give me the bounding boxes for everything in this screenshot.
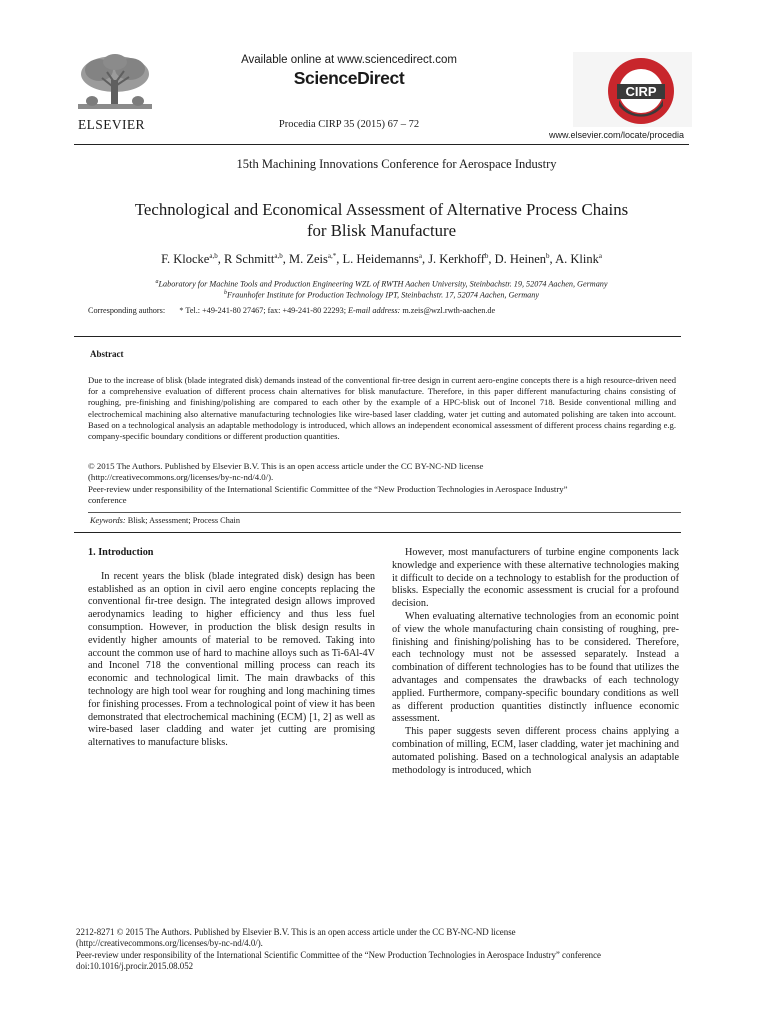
abstract-heading: Abstract — [90, 349, 124, 359]
paragraph: However, most manufacturers of turbine engine components lack knowledge and experience with these alternative technologies making it difficult to decide on a technology to establish for the production of blisks. Especially the economic assessment is crucial for a profound decision. — [392, 547, 679, 610]
section-heading: 1. Introduction — [88, 547, 154, 558]
title-line-1: Technological and Economical Assessment of Alternative Process Chains — [134, 200, 629, 219]
license-block: © 2015 The Authors. Published by Elsevier B.V. This is an open access article under the CC BY-NC-ND license (http://creativecommons.org/licenses/by-nc-nd/4.0/). Peer-review under responsibility of the International Scientific Committee of the “New Production Technologies in Aerospace Industry” conference — [88, 461, 648, 506]
publisher-name: ELSEVIER — [78, 117, 145, 132]
journal-reference: Procedia CIRP 35 (2015) 67 – 72 — [278, 119, 420, 130]
author-affiliation-mark: b — [484, 252, 489, 260]
paragraph: In recent years the blisk (blade integrated disk) design has been established as an option in civil aero engine concepts replacing the conventional fir-tree design. The integrated design allows improved aerodynamics leading to higher efficiency and thus less fuel consumption. However, in production the blisk design results in evidently higher amounts of material to be removed. Taking into account the common use of hard to machine alloys such as Ti-6Al-4V and Inconel 718 the conventional milling process can reach its economic and technological limit. The main drawbacks of this technology are high tool wear for roughing and long machining times for finishing processes. From a technological point of view it has been demonstrated that electrochemical machining (ECM) [1, 2] as well as wire-based laser cladding and water jet cutting are promising alternatives to manufacture blisks. — [88, 570, 375, 749]
body-column-right — [392, 547, 679, 777]
paragraph: When evaluating alternative technologies from an economic point of view the whole manufacturing chain consisting of roughing, pre-finishing and finishing/polishing has to be considered. Therefore, each technology must not be assessed separately. Instead a combination of different technologies has to be found that utilizes the advantages and compensates the drawbacks of each technology applied. Furthermore, company-specific boundary conditions as well as different production quantities distinctly influence economic assessment. — [392, 610, 679, 725]
author-list: F. Klocke$^{a,b}$, R Schmitt$^{a,b}$, M. Zeis$^{a,*}$, L. Heidemanns$^a$, J. Kerkhoff$^b$, D. Heinen$^b$, A. Klink$^a$ — [161, 252, 602, 267]
svg-text:CIRP: CIRP — [625, 84, 657, 99]
procedia-url-link[interactable]: www.elsevier.com/locate/procedia — [549, 130, 685, 140]
sciencedirect-brand[interactable]: ScienceDirect — [293, 68, 405, 88]
keywords-line: Keywords: Blisk; Assessment; Process Chain — [90, 516, 240, 525]
author-affiliation-mark: a,* — [327, 252, 337, 260]
author-affiliation-mark: a,b — [209, 252, 218, 260]
email-link[interactable]: m.zeis@wzl.rwth-aachen.de — [402, 306, 496, 315]
author-affiliation-mark: a,b — [274, 252, 283, 260]
author-affiliation-mark: a — [418, 252, 422, 260]
abstract-top-divider — [74, 336, 681, 337]
author-affiliation-mark: b — [546, 252, 550, 260]
affiliation-a: $^a$Laboratory for Machine Tools and Production Engineering WZL of RWTH Aachen University, Steinbachstr. 19, 52074 Aachen, Germany — [155, 279, 608, 289]
license-link[interactable]: (http://creativecommons.org/licenses/by-nc-nd/4.0/). — [88, 472, 274, 483]
abstract-bottom-divider — [74, 532, 681, 533]
author-name: L. Heidemanns — [342, 252, 419, 267]
header-divider — [74, 144, 689, 145]
paper-title — [74, 199, 689, 241]
author-name: F. Klocke — [161, 252, 210, 267]
available-online-text: Available online at www.sciencedirect.com — [241, 54, 457, 66]
keywords-divider — [88, 512, 681, 513]
abstract-text: Due to the increase of blisk (blade integrated disk) demands instead of the conventional fir-tree design in current aero-engine concepts there is a high resource-driven need for a comprehensive evaluation of different process chain alternatives for blisk manufacture. Therefore, in this paper different manufacturing chains consisting of roughing, pre-finishing and finishing/polishing are compared to each other by the example of a HPC-blisk out of Inconel 718. Beside conventional milling and electrochemical machining also alternative manufacturing technologies like wire-based laser cladding, water jet cutting and automated polishing are taken into account. Based on a technological analysis an adaptable methodology is introduced, which allows an independent economical assessment of different process chains regarding e.g. company-specific boundary conditions or different production quantities. — [88, 375, 676, 442]
footer-license-link[interactable]: (http://creativecommons.org/licenses/by-nc-nd/4.0/). — [76, 938, 263, 949]
author-name: R Schmitt — [223, 252, 275, 267]
affiliation-b: $^b$Fraunhofer Institute for Production Technology IPT, Steinbachstr. 17, 52074 Aachen, Germany — [223, 290, 539, 300]
author-name: J. Kerkhoff — [428, 252, 485, 267]
corresponding-authors: Corresponding authors: * Tel.: +49-241-80 27467; fax: +49-241-80 22293; E-mail address: m.zeis@wzl.rwth-aachen.de — [88, 306, 496, 315]
body-column-left — [88, 547, 375, 750]
title-line-2: for Blisk Manufacture — [306, 221, 457, 240]
paragraph: This paper suggests seven different process chains applying a combination of milling, ECM, laser cladding, water jet machining and automated polishing. Based on a technological analysis an adaptable methodology is introduced, which — [392, 726, 679, 776]
doi[interactable]: doi:10.1016/j.procir.2015.08.052 — [76, 961, 194, 972]
author-name: D. Heinen — [494, 252, 547, 267]
page-footer: 2212-8271 © 2015 The Authors. Published by Elsevier B.V. This is an open access article under the CC BY-NC-ND license (http://creativecommons.org/licenses/by-nc-nd/4.0/). Peer-review under responsibility of the International Scientific Committee of the “New Production Technologies in Aerospace Industry” conference doi:10.1016/j.procir.2015.08.052 — [76, 927, 696, 973]
author-name: A. Klink — [555, 252, 599, 267]
cirp-logo-icon — [606, 56, 676, 126]
author-name: M. Zeis — [288, 252, 328, 267]
conference-name: 15th Machining Innovations Conference for Aerospace Industry — [236, 157, 557, 171]
author-affiliation-mark: a — [598, 252, 602, 260]
